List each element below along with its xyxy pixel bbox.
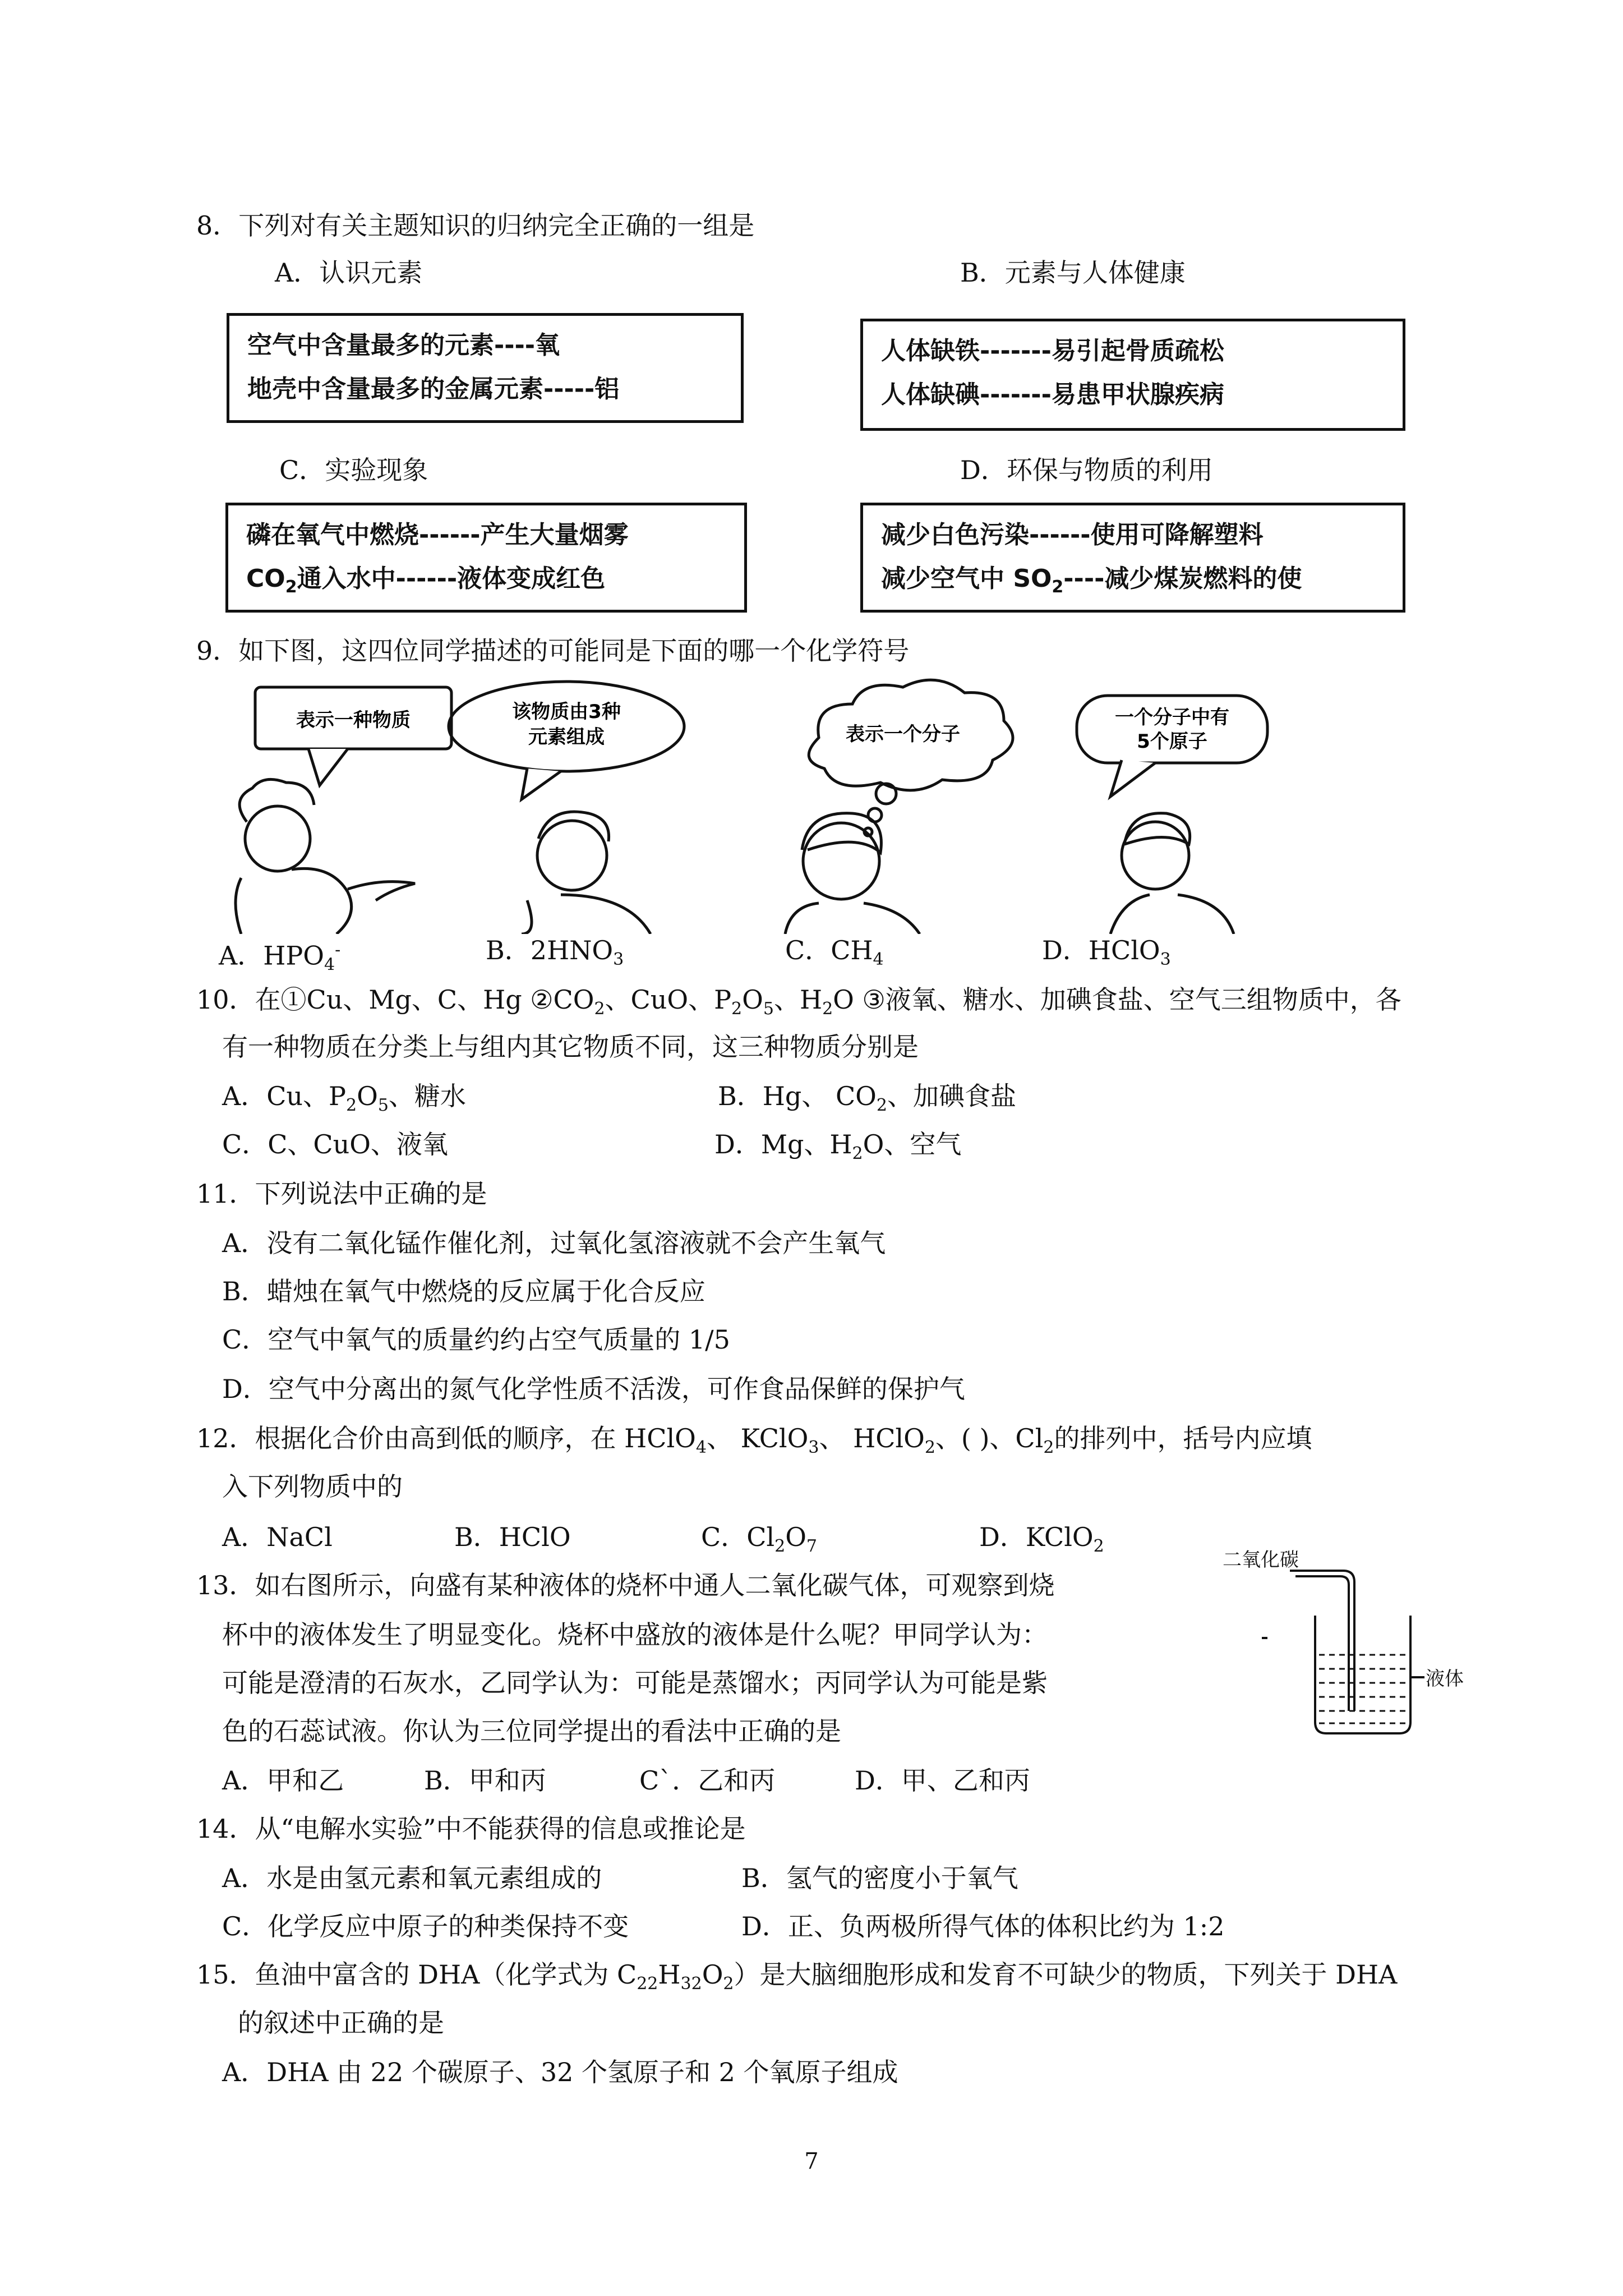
q10-stem-line2: 有一种物质在分类上与组内其它物质不同，这三种物质分别是 (222, 1032, 919, 1062)
q12-option-a: A．NaCl (222, 1522, 333, 1552)
q10-option-c: C．C、CuO、液氧 (222, 1129, 448, 1159)
q12-option-b: B．HClO (454, 1522, 571, 1552)
bubble-3-text: 表示一个分子 (846, 723, 960, 746)
q8-box-c (225, 503, 747, 613)
q9-option-a: A．$HPO_4^-$ (219, 940, 341, 975)
q8-stem: 8．下列对有关主题知识的归纳完全正确的一组是 (196, 210, 755, 241)
fig-label-liquid: 液体 (1426, 1668, 1464, 1690)
q14-option-d: D．正、负两极所得气体的体积比约为 1:2 (741, 1911, 1225, 1941)
q11-option-a: A．没有二氧化锰作催化剂，过氧化氢溶液就不会产生氧气 (222, 1228, 886, 1258)
bubble-4-text-line1: 一个分子中有 (1115, 706, 1229, 729)
q8-box-c-line2: $CO_2$通入水中------液体变成红色 (246, 564, 606, 597)
q12-option-d: D．KClO$_2$ (979, 1522, 1104, 1557)
q13-stem-line2: 杯中的液体发生了明显变化。烧杯中盛放的液体是什么呢？甲同学认为： (222, 1619, 1048, 1650)
q13-option-a: A．甲和乙 (222, 1765, 344, 1796)
q8-box-b-line1: 人体缺铁-------易引起骨质疏松 (881, 337, 1224, 365)
q11-option-b: B．蜡烛在氧气中燃烧的反应属于化合反应 (222, 1276, 706, 1306)
q10-option-a: A．Cu、$P_2O_5$、糖水 (222, 1081, 466, 1116)
q9-cartoon-figure (224, 676, 1290, 934)
q11-option-c: C．空气中氧气的质量约约占空气质量的 1/5 (222, 1324, 730, 1355)
q14-option-b: B．氢气的密度小于氧气 (741, 1863, 1018, 1893)
q10-stem-line1: 10．在①Cu、Mg、C、Hg $②CO_2$、CuO、$P_2O_5$、$H_2O$ ③液氧、糖水、加碘食盐、空气三组物质中，各 (196, 984, 1401, 1019)
q12-option-c: C．$Cl_2O_7$ (701, 1522, 818, 1557)
q13-stem-line3: 可能是澄清的石灰水，乙同学认为：可能是蒸馏水；丙同学认为可能是紫 (222, 1668, 1048, 1698)
q8-box-a-line1: 空气中含量最多的元素----氧 (247, 331, 560, 360)
q8-box-c-line1: 磷在氧气中燃烧------产生大量烟雾 (246, 521, 629, 549)
q9-option-c: C．$CH_4$ (785, 935, 884, 970)
bubble-2-text-line2: 元素组成 (528, 726, 605, 748)
q14-stem: 14．从“电解水实验”中不能获得的信息或推论是 (196, 1814, 746, 1844)
q8-option-b-label: B．元素与人体健康 (960, 257, 1186, 288)
q8-box-b-line2: 人体缺碘-------易患甲状腺疾病 (881, 380, 1224, 409)
gas-tube (1290, 1571, 1354, 1711)
q12-stem-line1: 12．根据化合价由高到低的顺序，在 HClO$_4$、 KClO$_3$、 HClO$_2$、( )、$Cl_2$的排列中，括号内应填 (196, 1423, 1312, 1458)
fig-label-gas: 二氧化碳 (1223, 1549, 1299, 1571)
q13-option-b: B．甲和丙 (424, 1765, 546, 1796)
q9-option-b: B．$2HNO_3$ (486, 935, 624, 970)
q15-stem-line1: 15．鱼油中富含的 DHA（化学式为 $C_{22}H_{32}O_2$）是大脑细胞形成和发育不可缺少的物质，下列关于 DHA (196, 1959, 1398, 1994)
q8-box-a (227, 313, 744, 423)
q14-option-a: A．水是由氢元素和氧元素组成的 (222, 1863, 602, 1893)
bubble-2-text-line1: 该物质由3种 (512, 701, 621, 723)
q9-stem: 9．如下图，这四位同学描述的可能同是下面的哪一个化学符号 (196, 636, 910, 666)
q12-stem-line2: 入下列物质中的 (222, 1471, 403, 1502)
q8-box-a-line2: 地壳中含量最多的金属元素-----铝 (247, 375, 620, 403)
q8-box-d-line2: 减少空气中 $SO_2----$减少煤炭燃料的使 (881, 564, 1302, 597)
q10-option-d: D．Mg、$H_2O$、空气 (714, 1129, 962, 1164)
q15-option-a: A．DHA 由 22 个碳原子、32 个氢原子和 2 个氧原子组成 (222, 2057, 898, 2087)
q8-option-c-label: C．实验现象 (279, 455, 428, 485)
q13-stem-line4: 色的石蕊试液。你认为三位同学提出的看法中正确的是 (222, 1716, 841, 1746)
q11-stem: 11．下列说法中正确的是 (196, 1179, 487, 1209)
beaker (1315, 1616, 1410, 1733)
q13-stem-line1: 13．如右图所示，向盛有某种液体的烧杯中通人二氧化碳气体，可观察到烧 (196, 1570, 1055, 1600)
q13-option-d: D．甲、乙和丙 (855, 1765, 1030, 1796)
speech-bubble-4 (1077, 696, 1267, 763)
q10-option-b: B．Hg、 $CO_2$、加碘食盐 (718, 1081, 1016, 1116)
q9-option-d: D．HClO$_3$ (1042, 935, 1171, 970)
q13-option-c: C`．乙和丙 (639, 1765, 776, 1796)
q8-box-d (860, 503, 1405, 613)
q8-option-a-label: A．认识元素 (275, 257, 423, 288)
beaker-figure (1217, 1526, 1464, 1739)
bubble-4-text-line2: 5个原子 (1137, 730, 1207, 753)
q8-box-b (860, 319, 1405, 431)
q11-option-d: D．空气中分离出的氮气化学性质不活泼，可作食品保鲜的保护气 (222, 1374, 965, 1404)
bubble-1-text: 表示一种物质 (296, 709, 411, 731)
page-number: 7 (804, 2148, 819, 2174)
q15-stem-line2: 的叙述中正确的是 (238, 2008, 444, 2038)
q14-option-c: C．化学反应中原子的种类保持不变 (222, 1911, 629, 1941)
q8-box-d-line1: 减少白色污染------使用可降解塑料 (881, 521, 1264, 549)
q8-option-d-label: D．环保与物质的利用 (960, 455, 1213, 485)
